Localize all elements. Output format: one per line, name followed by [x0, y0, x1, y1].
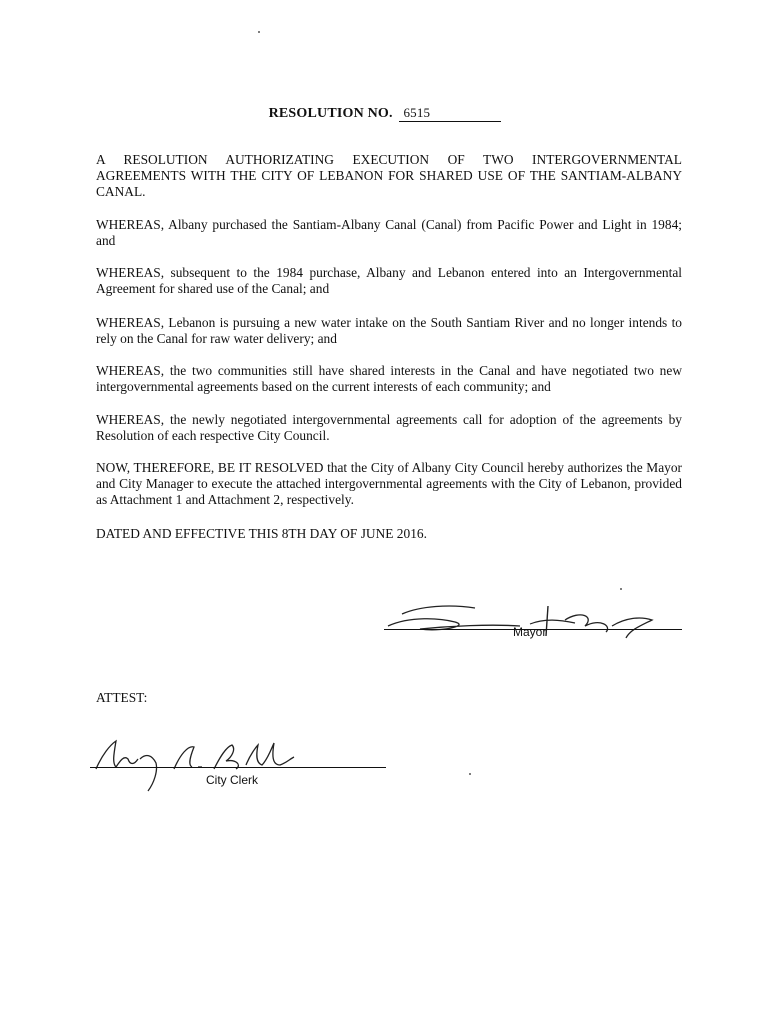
resolution-number: 6515 [399, 105, 501, 122]
city-clerk-label: City Clerk [206, 773, 259, 787]
resolution-caption: A RESOLUTION AUTHORIZATING EXECUTION OF TWO INTERGOVERNMENTAL AGREEMENTS WITH THE CITY OF LEBANON FOR SHARED USE OF THE SANTIAM-ALBANY CANAL. [96, 152, 682, 199]
resolution-title-label: RESOLUTION NO. [268, 106, 393, 121]
whereas-paragraph-2: WHEREAS, subsequent to the 1984 purchase, Albany and Lebanon entered into an Intergovernmental Agreement for shared use of the Canal; and [96, 265, 682, 296]
attest-label: ATTEST: [96, 690, 148, 705]
resolution-title [0, 105, 770, 122]
scan-speck [258, 31, 260, 33]
city-clerk-signature [86, 725, 316, 795]
mayor-label: Mayor [513, 625, 547, 639]
whereas-paragraph-3: WHEREAS, Lebanon is pursuing a new water intake on the South Santiam River and no longer intends to rely on the Canal for raw water delivery; and [96, 315, 682, 346]
whereas-paragraph-1: WHEREAS, Albany purchased the Santiam-Albany Canal (Canal) from Pacific Power and Light in 1984; and [96, 217, 682, 248]
resolved-paragraph: NOW, THEREFORE, BE IT RESOLVED that the City of Albany City Council hereby authorizes the Mayor and City Manager to execute the attached intergovernmental agreements with the City of Lebanon, provided as Attachment 1 and Attachment 2, respectively. [96, 460, 682, 507]
whereas-paragraph-5: WHEREAS, the newly negotiated intergovernmental agreements call for adoption of the agreements by Resolution of each respective City Council. [96, 412, 682, 443]
scan-speck [469, 773, 471, 775]
whereas-paragraph-4: WHEREAS, the two communities still have shared interests in the Canal and have negotiated two new intergovernmental agreements based on the current interests of each community; and [96, 363, 682, 394]
city-clerk-signature-line [90, 767, 386, 768]
scan-speck [620, 588, 622, 590]
dated-line: DATED AND EFFECTIVE THIS 8TH DAY OF JUNE 2016. [96, 526, 427, 541]
